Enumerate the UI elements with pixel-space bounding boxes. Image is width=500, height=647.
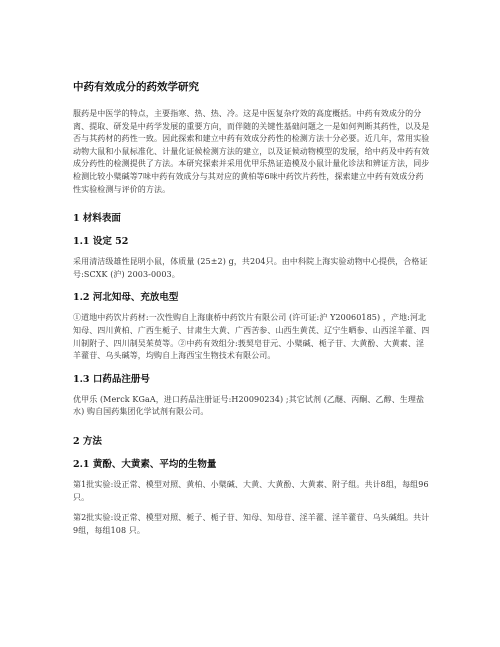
paragraph-batch-2: 第2批实验:设正常、模型对照、栀子、栀子苷、知母、知母苷、淫羊藿、淫羊藿苷、乌头碱组。共计9组，每组108 只。 (73, 513, 430, 535)
section-heading-methods: 2 方法 (73, 435, 102, 447)
paragraph-herbs: ①道地中药饮片药材:一次性购自上海康桥中药饮片有限公司 (许可证:沪 Y20060185) ，产地:河北知母、四川黄柏、广西生栀子、甘肃生大黄、广西苦参、山西生黄芪、辽宁生晒参、山西淫羊藿、四川制附子、四川制吴茱萸等。②中药有效组分:莪契皂苷元、小檗碱、栀子苷、大黄酚、大黄素、淫羊藿苷、乌头碱等，均购自上海西宝生物技术有限公司。 (73, 313, 430, 361)
paragraph-batch-1: 第1批实验:设正常、模型对照、黄柏、小檗碱、大黄、大黄酚、大黄素、附子组。共计8组，每组96 只。 (73, 479, 429, 502)
document-page (73, 80, 431, 545)
paragraph-animals: 采用清洁级雄性昆明小鼠，体质量 (25±2) g，共204只。由中科院上海实验动物中心提供，合格证号:SCXK (沪) 2003-0003。 (73, 257, 428, 279)
subsection-heading-1-1: 1.1 设定 52 (73, 236, 129, 248)
subsection-heading-1-3: 1.3 口药品注册号 (73, 373, 150, 385)
abstract-paragraph: 服药是中医学的特点，主要指寒、热、热、冷。这是中医复杂疗效的高度概括。中药有效成分的分离、提取、研发是中药学发展的重要方向，而伴随的关键性基础问题之一是如何判断其药性，以及是否与其药材的药性一致。因此探索和建立中药有效成分药性的检测方法十分必要。近几年，常用实验动物大鼠和小鼠标准化、计量化证候检测方法的建立，以及证候动物模型的发展，给中药及中药有效成分药性的检测提供了方法。本研究探索并采用优甲乐热证造模及小鼠计量化诊法和辨证方法，同步检测比较小檗碱等7味中药有效成分与其对应的黄柏等6味中药饮片药性，探索建立中药有效成分药性实验检测与评价的方法。 (73, 109, 430, 194)
section-heading-materials: 1 材料表面 (73, 213, 121, 225)
subsection-heading-1-2: 1.2 河北知母、充放电型 (73, 292, 179, 304)
paragraph-reagents: 优甲乐 (Merck KGaA，进口药品注册证号:H20090234) ;其它试剂 (乙醚、丙酮、乙醇、生理盐水) 购自国药集团化学试剂有限公司。 (73, 394, 425, 417)
subsection-heading-2-1: 2.1 黄酚、大黄素、平均的生物量 (73, 458, 217, 470)
document-title: 中药有效成分的药效学研究 (73, 81, 199, 93)
